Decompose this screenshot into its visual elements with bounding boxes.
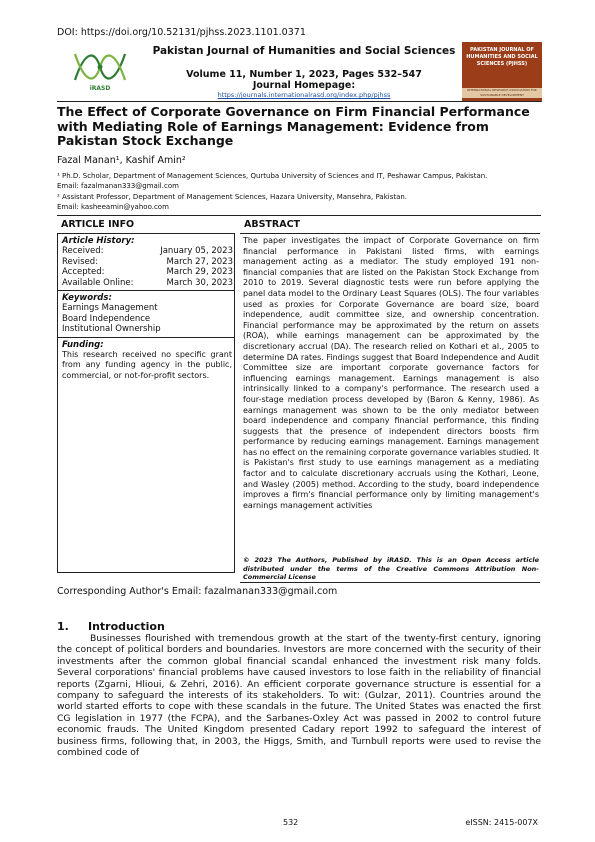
history-row-online — [58, 278, 234, 289]
affiliation-2-text: ² Assistant Professor, Department of Management Sciences, Hazara University, Mansehra, Pakistan. — [57, 193, 408, 201]
header-divider — [57, 101, 541, 102]
introduction-heading — [57, 620, 165, 633]
history-row-revised — [58, 257, 234, 268]
history-label: Available Online: — [62, 277, 134, 288]
keyword-item: Institutional Ownership — [62, 324, 161, 334]
cover-title: PAKISTAN JOURNAL OF HUMANITIES AND SOCIAL SCIENCES (PJHSS) — [466, 47, 538, 67]
paper-authors: Fazal Manan¹, Kashif Amin² — [57, 155, 186, 166]
journal-name: Pakistan Journal of Humanities and Social Sciences — [152, 45, 456, 57]
affiliation-2-email[interactable]: Email: kasheeamin@yahoo.com — [57, 203, 169, 211]
history-date: March 29, 2023 — [166, 267, 233, 277]
license-notice: © 2023 The Authors, Published by iRASD. This is an Open Access article distributed under the terms of the Creative Commons Attribution Non-Commercial License — [243, 556, 539, 581]
affiliation-1-text: ¹ Ph.D. Scholar, Department of Management Sciences, Qurtuba University of Sciences and IT, Peshawar Campus, Pakistan. — [57, 172, 488, 180]
abstract-heading: ABSTRACT — [240, 216, 540, 234]
keyword-item: Earnings Management — [62, 303, 158, 313]
history-label: Accepted: — [62, 267, 105, 277]
funding-section — [58, 337, 234, 382]
affiliation-1 — [57, 171, 541, 191]
affiliation-1-email[interactable]: Email: fazalmanan333@gmail.com — [57, 182, 179, 190]
keyword-item: Board Independence — [62, 313, 151, 324]
eissn-label: eISSN: 2415-007X — [465, 818, 538, 827]
article-history-label: Article History: — [62, 236, 135, 246]
introduction-text: Businesses flourished with tremendous growth at the start of the twenty-first century, ignoring the concept of political borders and boundaries. Investors are more concerned with the security of their investments after the common global financial scandal enhanced the investment risk many folds. Several corporations' financial problems have caused investors to lose faith in the reliability of financial reports (Zgarni, Hlioui, & Zehri, 2016). An efficient corporate governance structure is essential for a company to safeguard the interests of its stakeholders. To wit: (Gulzar, 2011). Countries around the world started efforts to cope with these scandals in the future. The United States was enacted the first CG legislation in 1977 (the FCPA), and the Sarbanes-Oxley Act was passed in 2002 to control future economic frauds. The United Kingdom presented Cadary report 1992 to safeguard the interest of business firms, following that, in 2003, the Higgs, Smith, and Turnbull reports were used to revise the combined code of — [57, 633, 541, 759]
history-label: Revised: — [62, 256, 99, 267]
article-info-box — [57, 234, 235, 573]
history-row-received — [58, 246, 234, 257]
history-date: March 27, 2023 — [166, 256, 233, 267]
journal-homepage-link[interactable]: https://journals.internationalrasd.org/index.php/pjhss — [217, 91, 391, 99]
keywords-section — [58, 290, 234, 335]
journal-homepage-label: Journal Homepage: — [252, 80, 356, 91]
funding-text: This research received no specific grant from any funding agency in the public, commercial, or not-for-profit sectors. — [62, 349, 232, 380]
history-date: March 30, 2023 — [166, 277, 233, 288]
cover-band: INTERNATIONAL RESEARCH ASSOCIATION FOR SUSTAINABLE DEVELOPMENT — [462, 88, 542, 98]
section-title: Introduction — [88, 620, 165, 633]
journal-cover-image — [462, 42, 542, 102]
abstract-column — [240, 216, 540, 583]
article-info-column — [57, 216, 235, 573]
history-row-accepted — [58, 267, 234, 278]
irasd-logo — [70, 50, 130, 96]
keywords-label: Keywords: — [62, 293, 112, 303]
corresponding-author-email: Corresponding Author's Email: fazalmanan333@gmail.com — [57, 586, 338, 597]
doi-line[interactable]: DOI: https://doi.org/10.52131/pjhss.2023.1101.0371 — [57, 27, 306, 38]
abstract-text: The paper investigates the impact of Corporate Governance on firm financial performance in Pakistani listed firms, with earnings management acting as a mediator. The study employed 191 non-financial companies that are listed on the Pakistan Stock Exchange from 2010 to 2019. Several diagnostic tests were run before applying the panel data model to the Ordinary Least Squares (OLS). The four variables used as proxies for Corporate Governance are board size, board independence, audit committee size, and ownership concentration. Financial performance may be approximated by the return on assets (ROA), while earnings management can be approximated by the discretionary accrual (DA). The research relied on Kothari et al., 2005 to determine DA rates. Findings suggest that Board Independence and Audit Committee size are important corporate governance factors for influencing earnings management. Earnings management is also intrinsically linked to a company's performance. The research used a four-stage mediation process developed by (Baron & Kenny, 1986). As earnings management was shown to be the only mediator between board independence and company financial performance, this finding suggests that the presence of independent directors boosts firm performance by reducing earnings management. Earnings management has no effect on the remaining corporate governance variables studied. It is Pakistan's first study to use earnings management as a mediating factor and to calculate discretionary accruals using the Kothari, Leone, and Wasley (2005) method. According to the study, board independence improves a firm's financial performance only by limiting management's earnings management activities — [243, 236, 540, 510]
funding-label: Funding: — [62, 339, 104, 350]
abstract-box — [240, 234, 540, 583]
page-number: 532 — [283, 818, 299, 827]
journal-volume: Volume 11, Number 1, 2023, Pages 532–547 — [186, 69, 422, 80]
logo-text: iRASD — [89, 85, 111, 92]
logo-emblem-icon — [70, 50, 130, 84]
article-info-heading: ARTICLE INFO — [57, 216, 235, 234]
paper-title: The Effect of Corporate Governance on Firm Financial Performance with Mediating Role of Earnings Management: Evidence from Pakistan Stock Exchange — [57, 104, 530, 148]
section-number: 1. — [57, 620, 69, 633]
history-date: January 05, 2023 — [160, 246, 233, 256]
affiliation-2 — [57, 192, 541, 212]
history-label: Received: — [62, 246, 104, 256]
